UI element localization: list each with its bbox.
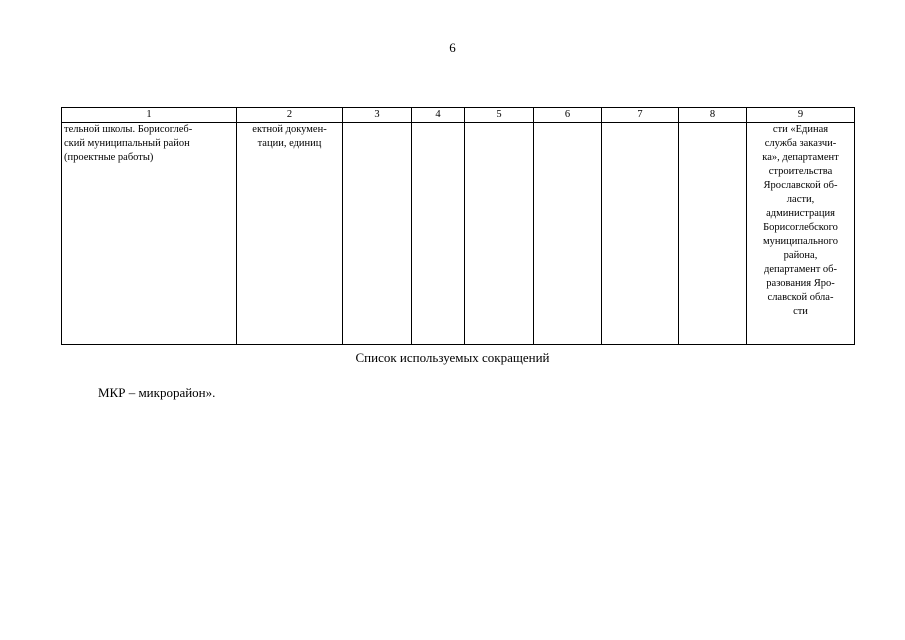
table-cell-2: ектной докумен- тации, единиц <box>237 123 343 345</box>
column-header-1: 1 <box>62 108 237 123</box>
column-header-8: 8 <box>679 108 747 123</box>
abbreviation-item: МКР – микрорайон». <box>98 385 216 400</box>
page-number: 6 <box>449 40 456 55</box>
column-header-4: 4 <box>412 108 465 123</box>
data-table <box>61 107 855 345</box>
table-cell-7 <box>602 123 679 345</box>
table-cell-4 <box>412 123 465 345</box>
table-cell-1: тельной школы. Борисоглеб- ский муниципальный район (проектные работы) <box>62 123 237 345</box>
table-cell-8 <box>679 123 747 345</box>
table-header-row <box>62 108 855 123</box>
column-header-7: 7 <box>602 108 679 123</box>
column-header-9: 9 <box>747 108 855 123</box>
column-header-5: 5 <box>465 108 534 123</box>
table-cell-5 <box>465 123 534 345</box>
table-cell-9: сти «Единая служба заказчи- ка», департамент строительства Ярославской об- ласти, администрация Борисоглебского муниципального района, департамент об- разования Яро- славской обла- сти <box>747 123 855 345</box>
abbreviations-heading: Список используемых сокращений <box>355 350 550 365</box>
column-header-3: 3 <box>343 108 412 123</box>
table-cell-3 <box>343 123 412 345</box>
column-header-6: 6 <box>534 108 602 123</box>
table-row <box>62 123 855 345</box>
table-cell-6 <box>534 123 602 345</box>
column-header-2: 2 <box>237 108 343 123</box>
